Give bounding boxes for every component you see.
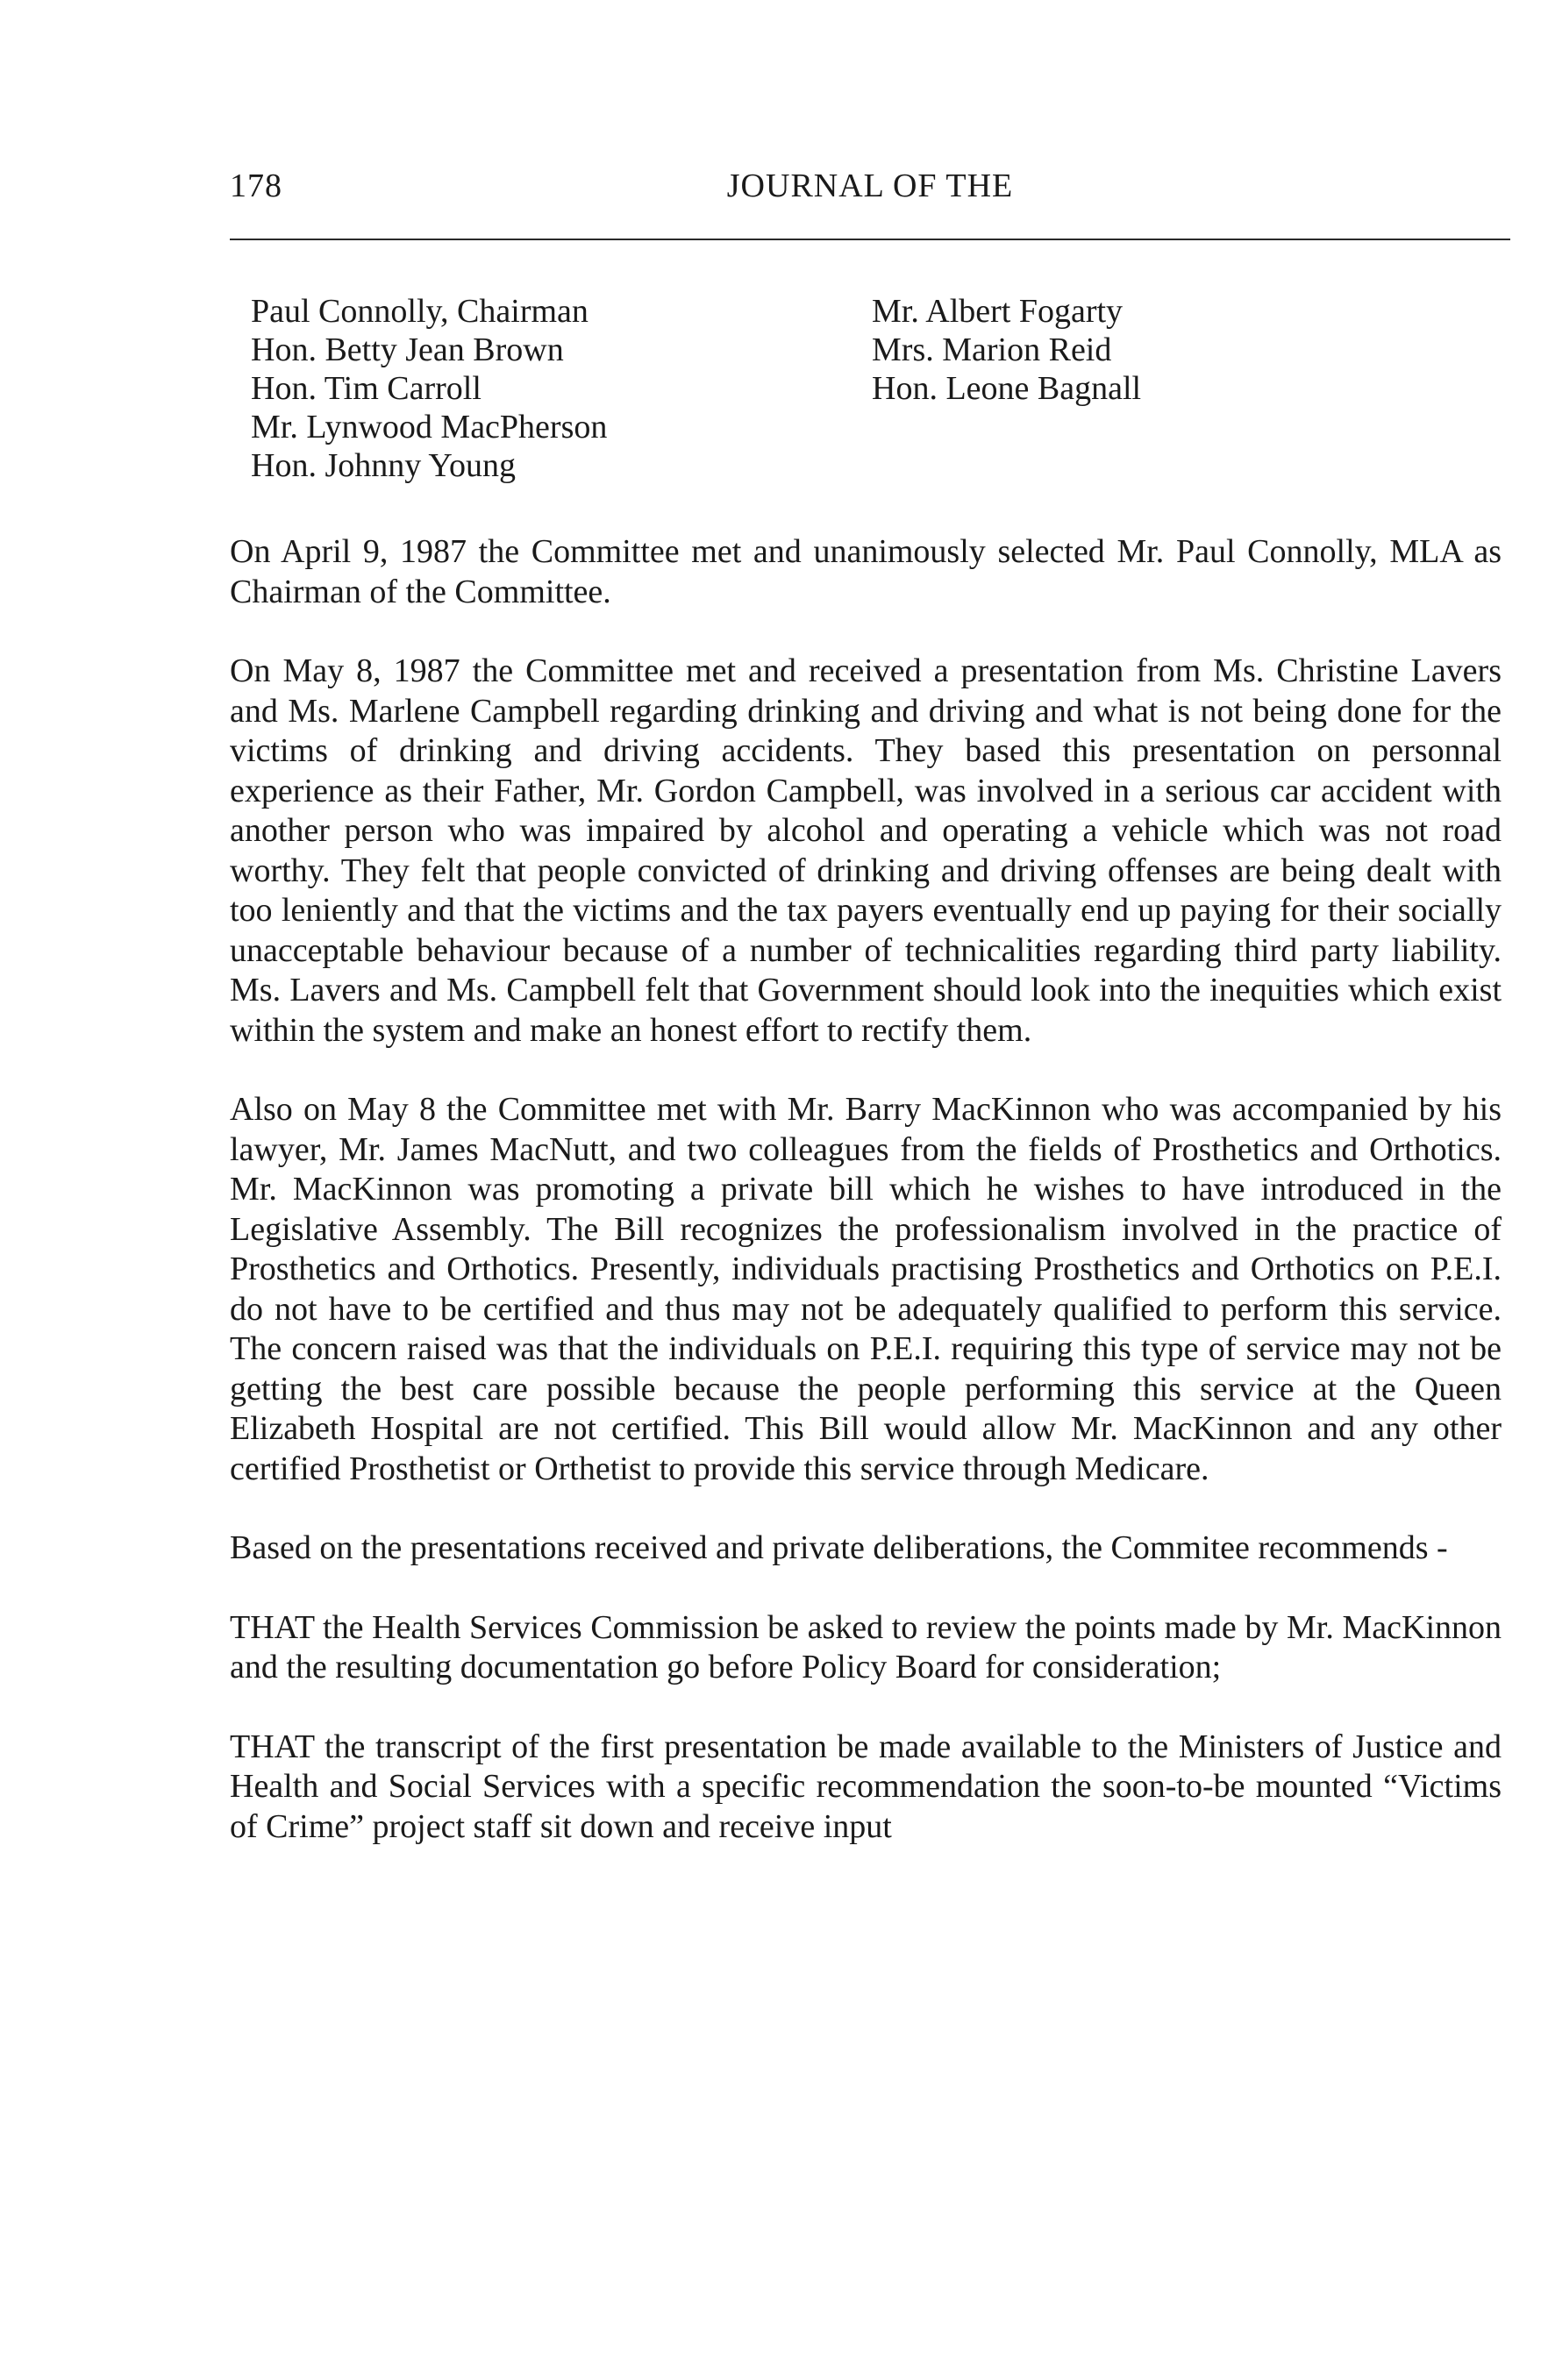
committee-member: Hon. Betty Jean Brown — [251, 331, 564, 368]
header-rule — [230, 239, 1510, 240]
paragraph-recommendation-health-services: THAT the Health Services Commission be asked to review the points made by Mr. MacKinnon and the resulting documentation go before Policy Board for consideration; — [230, 1608, 1502, 1685]
running-head: JOURNAL OF THE — [726, 167, 1014, 204]
committee-member: Mr. Albert Fogarty — [872, 293, 1124, 330]
committee-member: Mr. Lynwood MacPherson — [251, 409, 608, 445]
paragraph-prosthetics-bill: Also on May 8 the Committee met with Mr. Barry MacKinnon who was accompanied by his lawyer, Mr. James MacNutt, and two colleagues from the fields of Prosthetics and Orthotics. Mr. MacKinnon was promoting a private bill which he wishes to have introduced in the Legislative Assembly. The Bill recognizes the professionalism involved in the practice of Prosthetics and Orthotics. Presently, individuals practising Prosthetics and Orthotics on P.E.I. do not have to be certified and thus may not be adequately qualified to perform this service. The concern raised was that the individuals on P.E.I. requiring this type of service may not be getting the best care possible because the people performing this service at the Queen Elizabeth Hospital are not certified. This Bill would allow Mr. MacKinnon and any other certified Prosthetist or Orthetist to provide this service through Medicare. — [230, 1091, 1502, 1487]
paragraph-chairman-selection: On April 9, 1987 the Committee met and unanimously selected Mr. Paul Connolly, MLA as Chairman of the Committee. — [230, 533, 1502, 610]
report-body — [230, 532, 1502, 1847]
paragraph-recommendation-transcript: THAT the transcript of the first presentation be made available to the Ministers of Justice and Health and Social Services with a specific recommendation the soon-to-be mounted “Victims of Crime” project staff sit down and receive input — [230, 1728, 1502, 1845]
paragraph-recommendations-intro: Based on the presentations received and private deliberations, the Commitee recommends - — [230, 1529, 1448, 1566]
committee-member: Mrs. Marion Reid — [872, 331, 1112, 368]
committee-member: Hon. Tim Carroll — [251, 370, 482, 407]
page-header — [230, 167, 1510, 210]
committee-members-left-column — [251, 292, 607, 485]
committee-member: Hon. Johnny Young — [251, 447, 516, 484]
page-number: 178 — [230, 167, 282, 204]
committee-member: Hon. Leone Bagnall — [872, 370, 1142, 407]
committee-members-right-column — [872, 292, 1141, 408]
paragraph-drinking-driving-presentation: On May 8, 1987 the Committee met and received a presentation from Ms. Christine Lavers and Ms. Marlene Campbell regarding drinking and driving and what is not being done for the victims of drinking and driving accidents. They based this presentation on personnal experience as their Father, Mr. Gordon Campbell, was involved in a serious car accident with another person who was impaired by alcohol and operating a vehicle which was not road worthy. They felt that people convicted of drinking and driving offenses are being dealt with too leniently and that the victims and the tax payers eventually end up paying for their socially unacceptable behaviour because of a number of technicalities regarding third party liability. Ms. Lavers and Ms. Campbell felt that Government should look into the inequities which exist within the system and make an honest effort to rectify them. — [230, 652, 1502, 1049]
committee-member: Paul Connolly, Chairman — [251, 293, 589, 330]
